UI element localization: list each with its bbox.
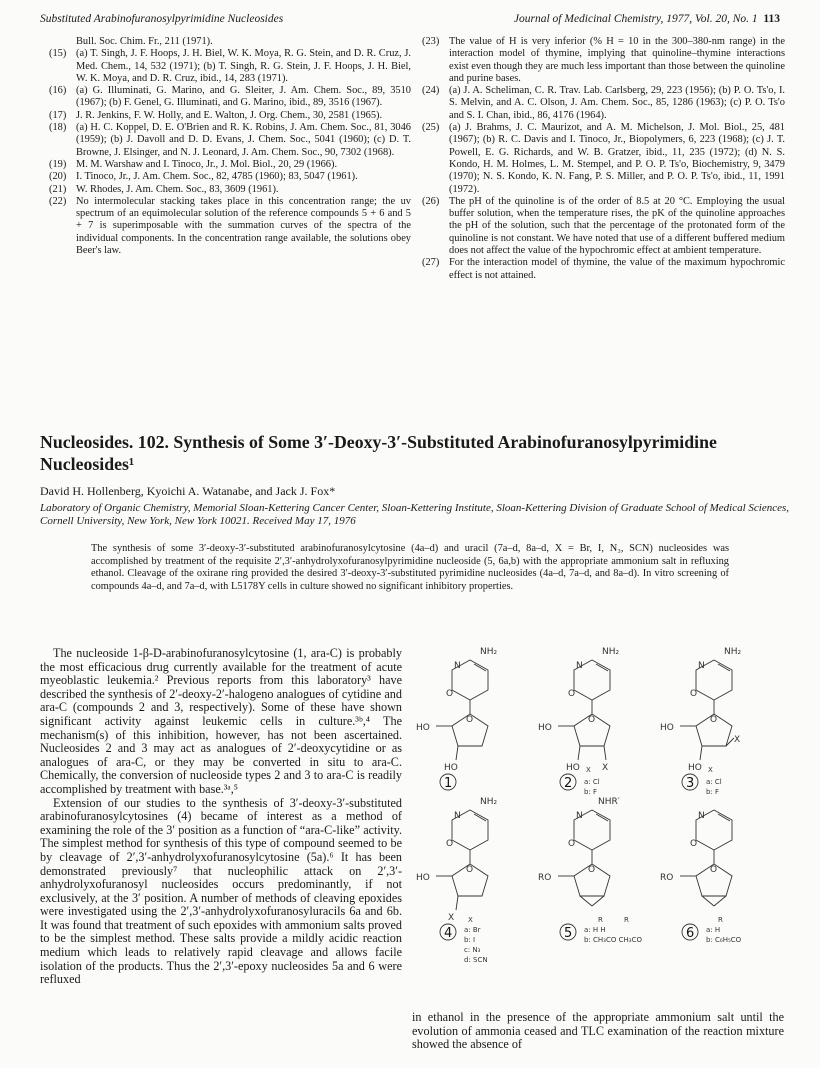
label-n: N [454, 661, 461, 671]
label-o: O [588, 865, 596, 875]
label-ho: HO [444, 763, 458, 773]
body-left-column [40, 647, 402, 987]
label-ho: HO [538, 723, 552, 733]
label-o: O [690, 839, 698, 849]
reference-item: (22) No intermolecular stacking takes place in this concentration range; the uv spectrum of an equimolecular solution of the reference compounds 5 + 6 and 5 + 7 is superimposable with the summation curves of the spectra of the individual components. In the concentration range available, the solutions obey Beer's law. [49, 195, 411, 257]
table-header-r: R [598, 916, 603, 924]
compound-number: 2 [564, 776, 573, 791]
label-n: N [576, 811, 583, 821]
reference-item: (27) For the interaction model of thymine, the value of the maximum hypochromic effect is not attained. [422, 257, 785, 281]
substituent-2a: a: Cl [584, 778, 600, 786]
substituent-3a: a: Cl [706, 778, 722, 786]
label-x: X [602, 763, 609, 773]
compound-number: 5 [564, 926, 573, 941]
label-n: N [698, 661, 705, 671]
label-ho: HO [416, 723, 430, 733]
page-number: 113 [763, 13, 780, 25]
table-header-x: X [708, 766, 713, 774]
label-n: N [454, 811, 461, 821]
references-left-column [49, 36, 411, 257]
body-right-column: in ethanol in the presence of the appropriate ammonium salt until the evolution of ammonia ceased and TLC examination of the reaction mixture showed the absence of [412, 1010, 784, 1052]
structure-5 [558, 810, 610, 906]
compound-number: 4 [444, 926, 453, 941]
substituent-5b: b: CH₃CO CH₃CO [584, 936, 642, 944]
substituent-4b: b: I [464, 936, 476, 944]
label-x: X [448, 913, 455, 923]
substituent-4a: a: Br [464, 926, 481, 934]
substituent-4c: c: N₃ [464, 946, 481, 954]
label-nh2: NH₂ [480, 647, 498, 657]
article-title: Nucleosides. 102. Synthesis of Some 3′-Deoxy-3′-Substituted Arabinofuranosylpyrimidine Nucleosides¹ [40, 432, 717, 474]
article-abstract: The synthesis of some 3′-deoxy-3′-substituted arabinofuranosylcytosine (4a–d) and uracil (7a–d, 8a–d, X = Br, I, N₃, SCN) nucleosides was accomplished by treatment of the requisite 2′,3′-anhydrolyxofuranosylpyrimidine nucleoside (5, 6a,b) with the appropriate ammonium salt in refluxing ethanol. Cleavage of the oxirane ring provided the desired 3′-deoxy-3′-substituted pyrimidine nucleosides (4a–d, 7a–d, and 8a–d). In vitro screening of compounds 4a–d, and 7a–d, with L5178Y cells in culture showed no significant inhibitory properties. [91, 543, 729, 592]
reference-item: (19) M. M. Warshaw and I. Tinoco, Jr., J. Mol. Biol., 20, 29 (1966). [49, 158, 338, 170]
label-o: O [568, 839, 576, 849]
reference-item: (24) (a) J. A. Scheliman, C. R. Trav. Lab. Carlsberg, 29, 223 (1956); (b) P. O. Ts'o, I. S. Melvin, and A. C. Olson, J. Am. Chem. Soc., 85, 1286 (1963); (c) P. O. Ts'o and S. I. Chan, ibid., 86, 4176 (1964). [422, 85, 785, 121]
table-header-x: X [468, 916, 473, 924]
structure-2 [558, 660, 610, 760]
reference-item: Bull. Soc. Chim. Fr., 211 (1971). [76, 36, 213, 47]
label-o: O [446, 839, 454, 849]
header-journal: Journal of Medicinal Chemistry, 1977, Vol. 20, No. 1 [513, 13, 758, 25]
table-header-r: R [624, 916, 629, 924]
substituent-3b: b: F [706, 788, 720, 796]
structures-svg [408, 642, 788, 1002]
label-ro: RO [660, 873, 674, 883]
header-left: Substituted Arabinofuranosylpyrimidine Nucleosides [40, 13, 284, 25]
label-o: O [568, 689, 576, 699]
body-paragraph: Extension of our studies to the synthesis of 3′-deoxy-3′-substituted arabinofuranosylcytosines (4) became of interest as a method of examining the role of the 3′ position as a function of “ara-C-like” activity. The simplest method for synthesis of this type of compound seemed to be by cleavage of 2′,3′-anhydrolyxofuranosylcytosine (5a).⁶ It has been demonstrated previously⁷ that nucleophilic attack on 2′,3′-anhydrolyxofuranosyl nucleosides occurs predominantly, if not exclusively, at the 3′ position. A number of methods of cleaving epoxides were investigated using the 2′,3′-anhydrolyxofuranosyluracils 6a and 6b. It was found that treatment of such epoxides with ammonium salts proved to be the simplest method. These salts provide a mildly acidic reaction medium which leads to relatively rapid cleavage and allows facile isolation of the products. Thus the 2′,3′-epoxy nucleosides 5a and 6 were refluxed [40, 795, 402, 987]
label-o: O [446, 689, 454, 699]
reference-item: (17) J. R. Jenkins, F. W. Holly, and E. Walton, J. Org. Chem., 30, 2581 (1965). [49, 109, 383, 121]
label-n: N [698, 811, 705, 821]
label-o: O [466, 715, 474, 725]
reference-item: (20) I. Tinoco, Jr., J. Am. Chem. Soc., 82, 4785 (1960); 83, 5047 (1961). [49, 171, 358, 183]
label-nh2: NH₂ [480, 797, 498, 807]
substituent-6b: b: C₆H₅CO [706, 936, 742, 944]
label-nhr: NHR′ [598, 797, 620, 807]
running-header [40, 13, 780, 29]
reference-item: (21) W. Rhodes, J. Am. Chem. Soc., 83, 3609 (1961). [49, 183, 279, 195]
substituent-2b: b: F [584, 788, 598, 796]
table-header-x: X [586, 766, 591, 774]
compound-number: 1 [444, 776, 453, 791]
reference-item: (15) (a) T. Singh, J. F. Hoops, J. H. Biel, W. K. Moya, R. G. Stein, and D. R. Cruz, J. Med. Chem., 14, 532 (1971); (b) T. Singh, R. G. Stein, J. F. Hoops, J. H. Biel, W. K. Moya, and D. R. Cruz, ibid., 14, 283 (1971). [49, 48, 411, 84]
label-n: N [576, 661, 583, 671]
structure-3 [680, 660, 734, 760]
substituent-4d: d: SCN [464, 956, 488, 964]
chemical-structures-figure [408, 642, 788, 1002]
substituent-6a: a: H [706, 926, 721, 934]
label-ho: HO [566, 763, 580, 773]
structure-6 [680, 810, 732, 906]
label-ro: RO [538, 873, 552, 883]
label-o: O [690, 689, 698, 699]
label-x: X [734, 735, 741, 745]
label-nh2: NH₂ [602, 647, 620, 657]
references-right-column [422, 36, 785, 282]
label-o: O [588, 715, 596, 725]
body-paragraph: The nucleoside 1-β-D-arabinofuranosylcytosine (1, ara-C) is probably the most efficacious drug currently available for the treatment of acute myeoblastic leukemia.² Previous reports from this laboratory³ have described the synthesis of 2′-deoxy-2′-halogeno analogues of cytidine and ara-C (compounds 2 and 3, respectively). Some of these have shown significant activity against leukemic cells in culture.³ᵇ,⁴ The mechanism(s) of this inhibition, however, has not been ascertained. Nucleosides 2 and 3 may act as analogues of 2′-deoxycytidine or as analogues of ara-C, or they may be converted in situ to ara-C. Chemically, the conversion of nucleoside types 2 and 3 to ara-C is readily accomplished by treatment with base.³ᵃ,⁵ [40, 646, 402, 796]
structure-4 [436, 810, 488, 910]
article-affiliation: Laboratory of Organic Chemistry, Memorial Sloan-Kettering Cancer Center, Sloan-Kettering Institute, Sloan-Kettering Division of Graduate School of Medical Sciences, Cornell University, New York, New York 10021. Received May 17, 1976 [40, 502, 790, 527]
label-ho: HO [416, 873, 430, 883]
label-nh2: NH₂ [724, 647, 742, 657]
label-o: O [710, 715, 718, 725]
header-right [514, 13, 780, 25]
label-o: O [710, 865, 718, 875]
reference-item: (26) The pH of the quinoline is of the order of 8.5 at 20 °C. Employing the usual buffer solution, when the temperature rises, the pK of the quinoline approaches the pH of the solution, such that the percentage of the protonated form of the quinoline is not constant. We have noted that use of a different buffered medium does not affect the value of the hypochromic effect at ambient temperature. [422, 195, 785, 257]
label-ho: HO [688, 763, 702, 773]
compound-number: 3 [686, 776, 695, 791]
label-o: O [466, 865, 474, 875]
article-authors: David H. Hollenberg, Kyoichi A. Watanabe, and Jack J. Fox* [40, 484, 336, 498]
substituent-5a: a: H H [584, 926, 606, 934]
reference-item: (25) (a) J. Brahms, J. C. Maurizot, and A. M. Michelson, J. Mol. Biol., 25, 481 (1967); (b) R. C. Davis and I. Tinoco, Jr., Biopolymers, 6, 223 (1968); (c) J. T. Powell, E. G. Richards, and W. B. Gratzer, ibid., 11, 235 (1972); (d) N. S. Kondo, H. M. Holmes, L. M. Stempel, and P. O. P. Ts'o, Biochemistry, 9, 3479 (1970); N. S. Kondo, K. N. Fang, P. S. Miller, and P. O. P. Ts'o, ibid., 11, 1991 (1972). [422, 122, 785, 195]
reference-item: (18) (a) H. C. Koppel, D. E. O'Brien and R. K. Robins, J. Am. Chem. Soc., 81, 3046 (1959); (b) J. Davoll and D. D. Evans, J. Chem. Soc., 5041 (1960); (c) D. T. Browne, J. Elsinger, and N. J. Leonard, J. Am. Chem. Soc., 90, 7302 (1968). [49, 122, 411, 158]
reference-item: (16) (a) G. Illuminati, G. Marino, and G. Sleiter, J. Am. Chem. Soc., 89, 3510 (1967); (b) F. Genel, G. Illuminati, and G. Marino, ibid., 89, 3516 (1967). [49, 85, 411, 109]
structure-1 [436, 660, 488, 760]
table-header-r: R [718, 916, 723, 924]
compound-number: 6 [686, 926, 695, 941]
label-ho: HO [660, 723, 674, 733]
reference-item: (23) The value of H is very inferior (% H = 10 in the 300–380-nm range) in the interaction model of thymine, implying that quinoline–thymine interactions exist even though they are much less important than those between the quinoline and purine bases. [422, 36, 785, 84]
